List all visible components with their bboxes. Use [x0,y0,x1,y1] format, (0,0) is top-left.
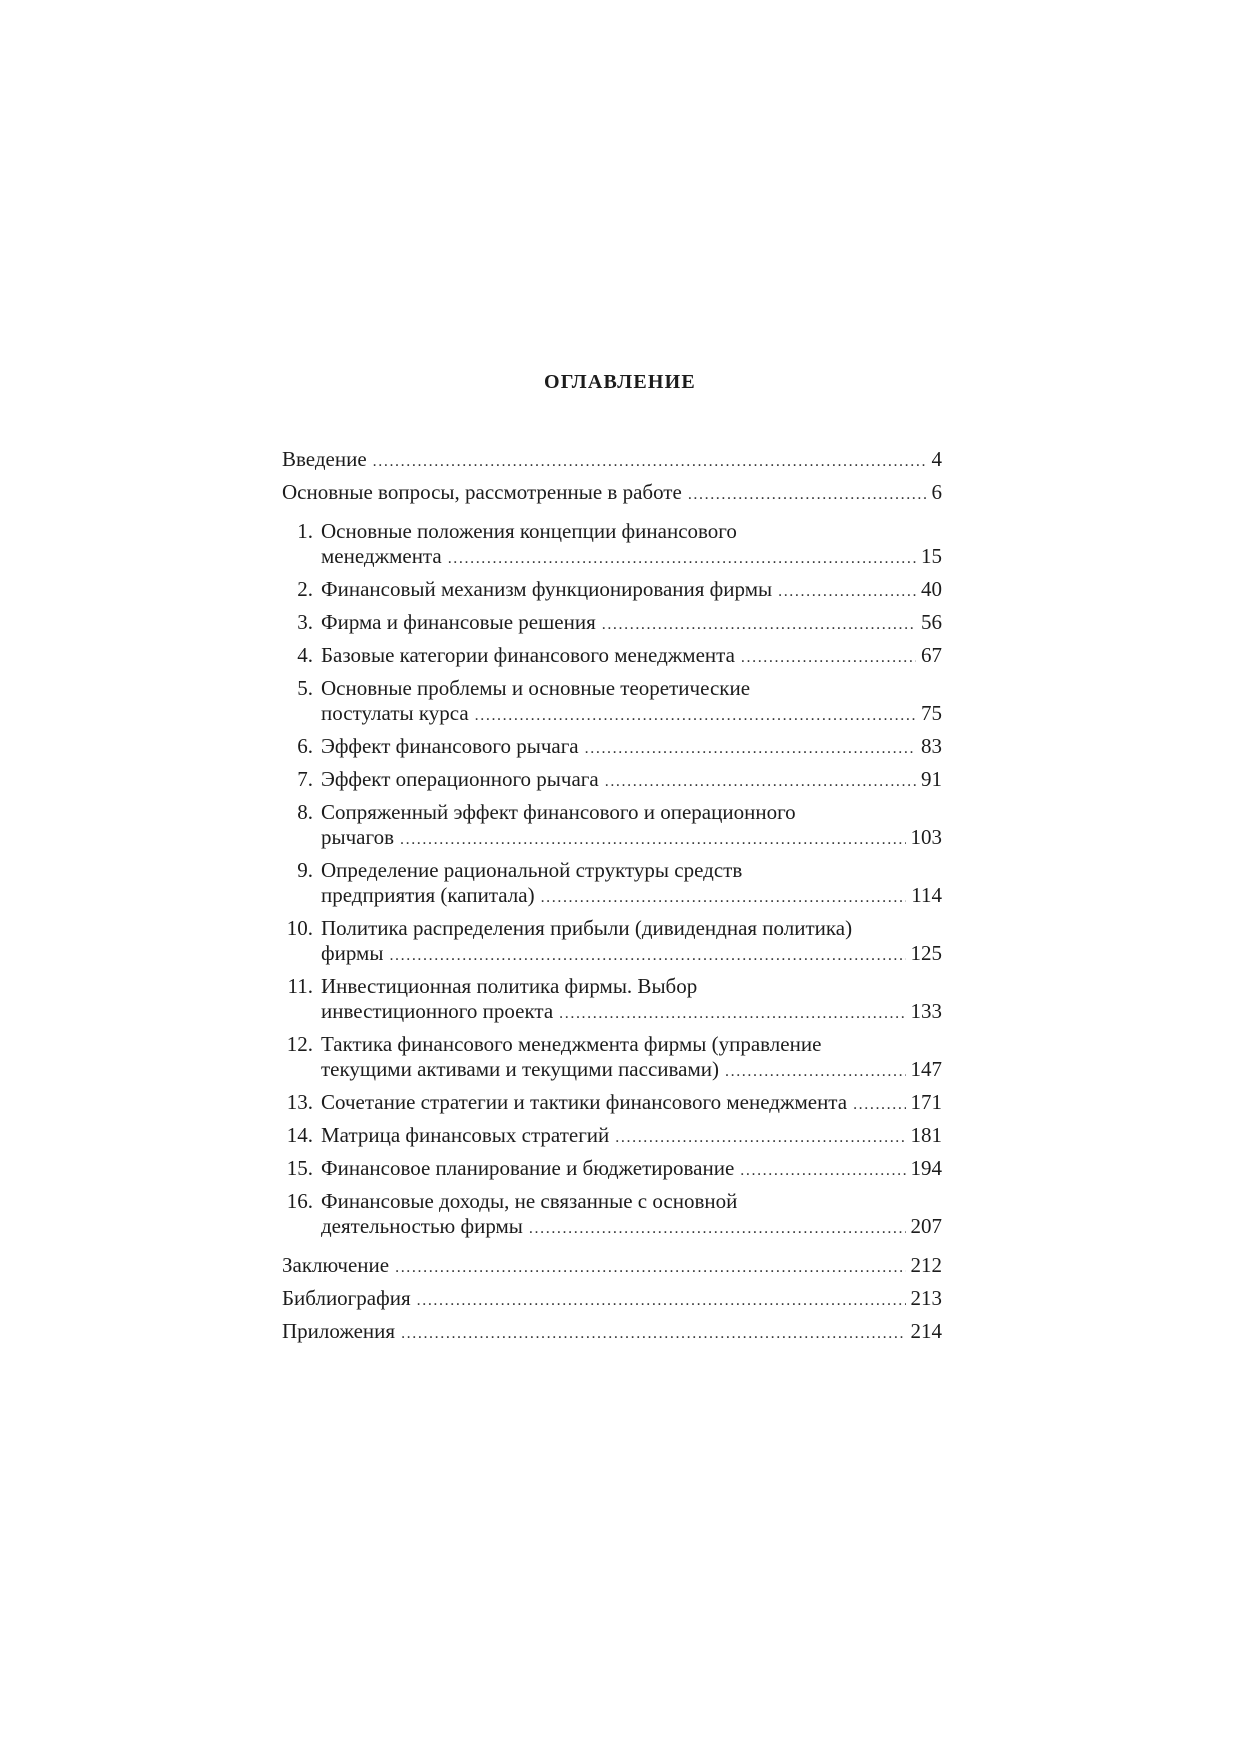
toc-entry[interactable] [282,643,942,670]
dot-leader [688,482,927,507]
toc-entry-line [321,767,942,794]
toc-entry[interactable] [282,767,942,794]
toc-entry-title: Базовые категории финансового менеджмента [321,643,735,667]
toc-entry-line [321,999,942,1026]
chapter-number: 5. [297,676,313,700]
page-number: 147 [910,1057,942,1081]
chapter-number: 3. [297,610,313,634]
page-number: 15 [921,544,942,568]
toc-entry-title: Основные вопросы, рассмотренные в работе [282,480,682,504]
page-number: 4 [931,447,942,471]
dot-leader [373,449,927,474]
chapter-number: 11. [287,974,313,998]
toc-entry-title: Библиография [282,1286,411,1310]
chapter-number: 10. [286,916,313,940]
chapter-number: 9. [297,858,313,882]
page-number: 40 [921,577,942,601]
table-of-contents [282,447,942,1346]
toc-entry[interactable] [282,480,942,507]
toc-entry-title: Заключение [282,1253,390,1277]
page-number: 213 [910,1286,942,1310]
toc-entry[interactable] [282,974,942,1026]
toc-entry[interactable] [282,1032,942,1084]
toc-entry[interactable] [282,858,942,910]
dot-leader [401,1321,905,1346]
dot-leader [853,1092,905,1117]
toc-entry[interactable] [282,676,942,728]
toc-entry-title: Фирма и финансовые решения [321,610,596,634]
toc-entry-title: менеджмента [321,544,442,568]
dot-leader [448,546,916,571]
dot-leader [615,1125,905,1150]
page-number: 67 [921,643,942,667]
toc-entry[interactable] [282,800,942,852]
toc-entry-line [321,734,942,761]
toc-entry-title: Сочетание стратегии и тактики финансового менеджмента [321,1090,848,1114]
toc-entry-title: Тактика финансового менеджмента фирмы (управление [321,1032,822,1056]
chapter-number: 16. [286,1189,313,1213]
page-title: ОГЛАВЛЕНИЕ [544,371,696,393]
toc-entry-line [321,1090,942,1117]
chapter-number: 7. [297,767,313,791]
toc-entry-line [321,701,942,728]
toc-entry[interactable] [282,610,942,637]
toc-entry[interactable] [282,577,942,604]
dot-leader [740,1158,905,1183]
page-number: 207 [910,1214,942,1238]
toc-entry-title: постулаты курса [321,701,469,725]
chapter-number: 1. [297,519,313,543]
dot-leader [541,885,907,910]
toc-entry[interactable] [282,1286,942,1313]
toc-entry-line [321,883,942,910]
toc-entry-line [282,1319,942,1346]
toc-entry-line [321,916,942,941]
dot-leader [400,827,906,852]
toc-entry-title: Инвестиционная политика фирмы. Выбор [321,974,698,998]
toc-entry-line [321,825,942,852]
chapter-number: 2. [297,577,313,601]
dot-leader [585,736,916,761]
page-number: 214 [910,1319,942,1343]
toc-entry-line [321,858,942,883]
toc-entry[interactable] [282,1319,942,1346]
toc-entry-line [321,941,942,968]
page-number: 194 [910,1156,942,1180]
toc-entry-line [321,1189,942,1214]
dot-leader [389,943,905,968]
toc-entry-title: Приложения [282,1319,396,1343]
page-number: 103 [910,825,942,849]
toc-entry[interactable] [282,1123,942,1150]
toc-entry-line [321,1057,942,1084]
dot-leader [559,1001,905,1026]
page-number: 133 [910,999,942,1023]
toc-entry-title: Определение рациональной структуры средств [321,858,743,882]
toc-entry-line [282,480,942,507]
toc-entry-line [321,1156,942,1183]
toc-entry[interactable] [282,1253,942,1280]
page-number: 56 [921,610,942,634]
toc-entry-title: рычагов [321,825,394,849]
toc-entry-line [321,676,942,701]
page-number: 125 [910,941,942,965]
dot-leader [605,769,916,794]
chapter-number: 14. [286,1123,313,1147]
chapter-number: 6. [297,734,313,758]
toc-entry-title: Основные положения концепции финансового [321,519,737,543]
toc-entry-title: Финансовые доходы, не связанные с основной [321,1189,738,1213]
dot-leader [602,612,916,637]
toc-entry-line [321,1214,942,1241]
toc-entry[interactable] [282,519,942,571]
toc-entry-line [321,519,942,544]
toc-entry-line [321,643,942,670]
toc-entry-title: предприятия (капитала) [321,883,535,907]
toc-entry-title: Финансовое планирование и бюджетирование [321,1156,735,1180]
toc-entry-title: Финансовый механизм функционирования фирмы [321,577,773,601]
toc-entry[interactable] [282,1090,942,1117]
toc-entry[interactable] [282,1156,942,1183]
toc-entry-line [321,577,942,604]
page-number: 171 [910,1090,942,1114]
page-number: 114 [911,883,942,907]
toc-entry-title: фирмы [321,941,384,965]
toc-entry-title: деятельностью фирмы [321,1214,523,1238]
toc-entry[interactable] [282,1189,942,1241]
dot-leader [395,1255,905,1280]
toc-entry-line [321,610,942,637]
toc-entry-title: текущими активами и текущими пассивами) [321,1057,719,1081]
toc-entry-line [282,1253,942,1280]
page-number: 6 [931,480,942,504]
toc-entry-title: Сопряженный эффект финансового и операционного [321,800,796,824]
toc-entry-title: Основные проблемы и основные теоретические [321,676,751,700]
toc-entry-title: Эффект финансового рычага [321,734,579,758]
toc-entry-line [321,544,942,571]
page-number: 83 [921,734,942,758]
dot-leader [529,1216,906,1241]
dot-leader [475,703,916,728]
toc-entry-title: Эффект операционного рычага [321,767,599,791]
page-number: 91 [921,767,942,791]
chapter-number: 4. [297,643,313,667]
chapter-number: 15. [286,1156,313,1180]
dot-leader [417,1288,906,1313]
toc-entry-title: Матрица финансовых стратегий [321,1123,610,1147]
toc-entry-line [321,974,942,999]
page-number: 212 [910,1253,942,1277]
toc-entry-title: инвестиционного проекта [321,999,554,1023]
dot-leader [778,579,916,604]
toc-entry-title: Политика распределения прибыли (дивидендная политика) [321,916,853,940]
toc-entry-line [321,800,942,825]
toc-entry-line [321,1123,942,1150]
chapter-number: 12. [286,1032,313,1056]
toc-entry-title: Введение [282,447,367,471]
chapter-number: 13. [286,1090,313,1114]
toc-entry-line [282,1286,942,1313]
toc-entry[interactable] [282,447,942,474]
toc-entry-line [321,1032,942,1057]
toc-entry[interactable] [282,916,942,968]
dot-leader [725,1059,906,1084]
toc-entry-line [282,447,942,474]
page-number: 181 [910,1123,942,1147]
chapter-number: 8. [297,800,313,824]
dot-leader [741,645,916,670]
toc-entry[interactable] [282,734,942,761]
page-number: 75 [921,701,942,725]
